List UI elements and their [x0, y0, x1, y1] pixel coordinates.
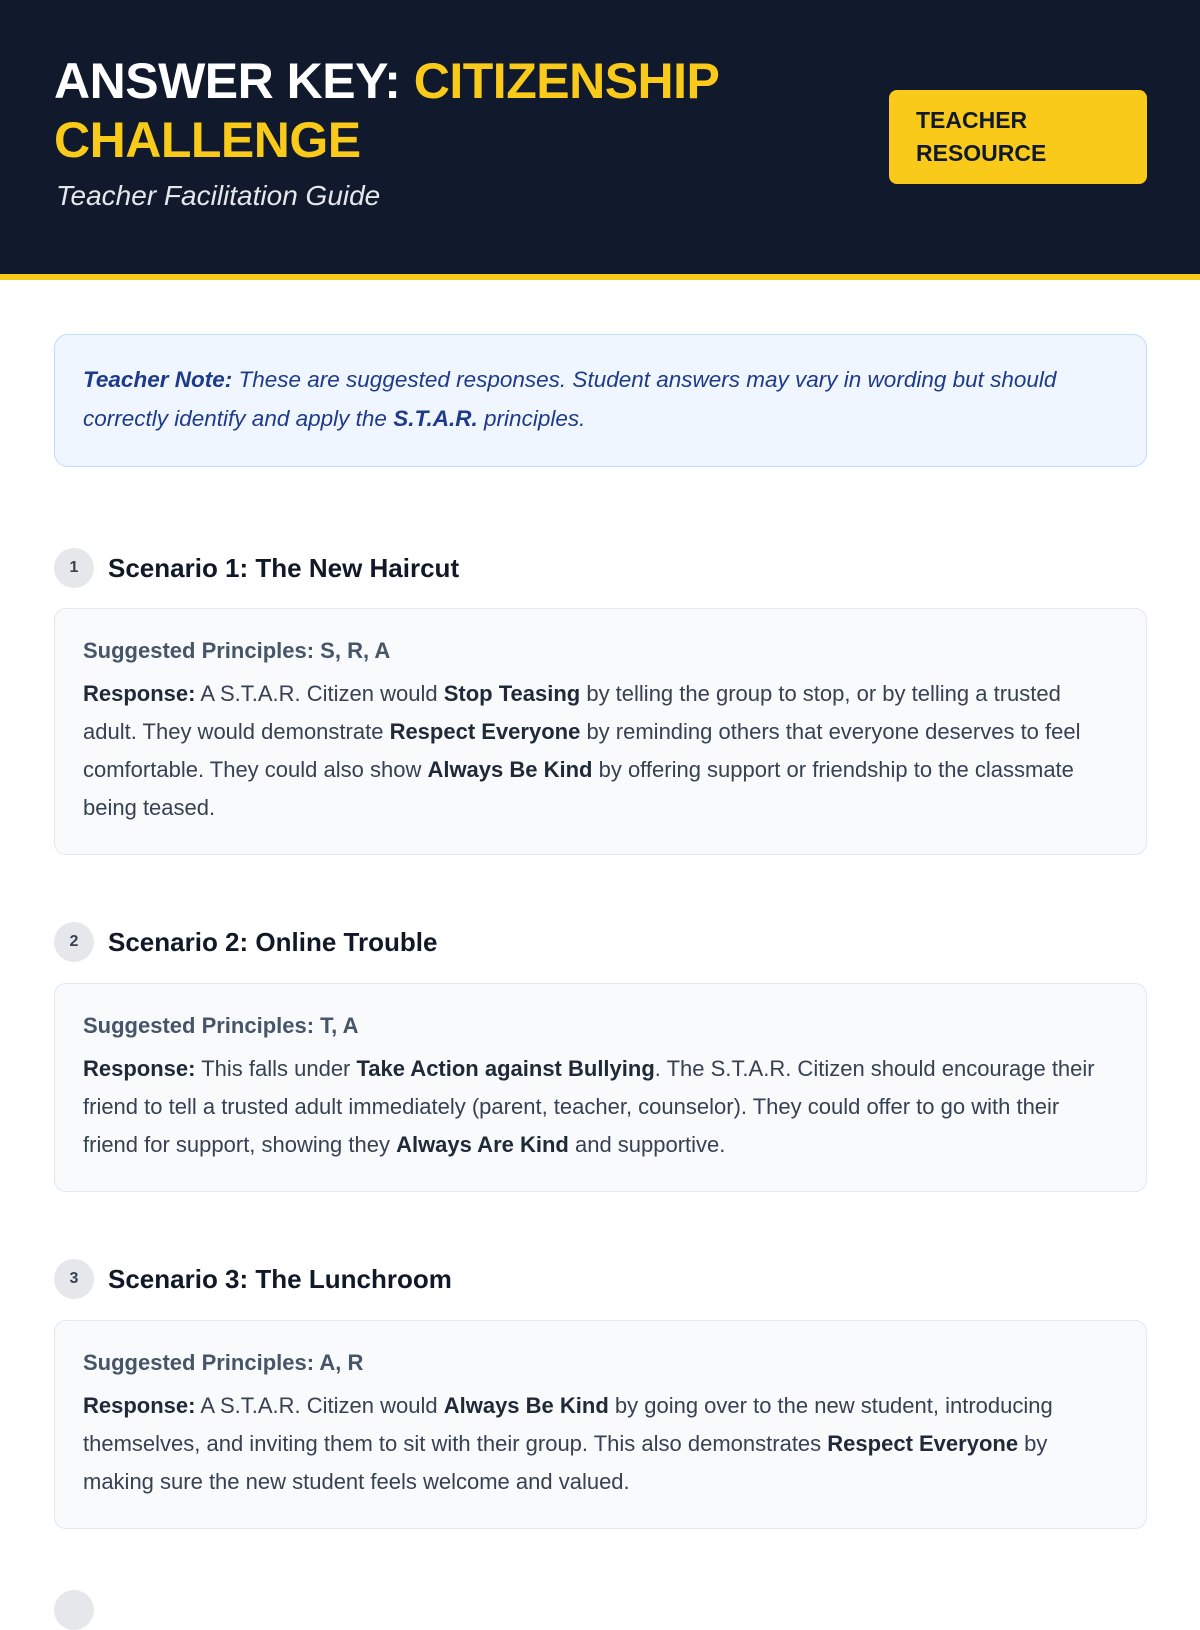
scenario-number-badge: 2: [54, 922, 94, 962]
response-run: by offering support or friendship to the classmate being teased.: [83, 757, 1074, 820]
scenario-heading: [54, 548, 459, 588]
title-accent: CITIZENSHIP CHALLENGE: [54, 53, 719, 168]
badge-line-2: RESOURCE: [916, 140, 1047, 166]
scenario-title: Scenario 3: The Lunchroom: [108, 1263, 452, 1294]
suggested-principles: Suggested Principles: T, A: [83, 1013, 359, 1038]
response-run: A S.T.A.R. Citizen would: [200, 681, 444, 706]
response-text: [83, 1050, 1118, 1164]
page-title: [54, 52, 814, 170]
response-text: [83, 675, 1118, 827]
response-text: [83, 1387, 1118, 1501]
response-run: by telling the group to stop, or by telling a trusted adult. They would demonstrate: [83, 681, 1061, 744]
page-subtitle: Teacher Facilitation Guide: [56, 180, 381, 211]
note-text: These are suggested responses. Student answers may vary in wording but should correctly identify and apply the: [83, 367, 1057, 431]
note-highlight: S.T.A.R.: [393, 406, 478, 431]
note-text-end: principles.: [484, 406, 586, 431]
response-run: and supportive.: [568, 1132, 726, 1157]
principle-emphasis: Respect Everyone: [389, 719, 581, 744]
scenario-title: Scenario 1: The New Haircut: [108, 552, 460, 583]
principle-emphasis: Always Are Kind: [396, 1132, 569, 1157]
scenario-heading: [54, 922, 437, 962]
response-run: by reminding others that everyone deserves to feel comfortable. They could also show: [83, 719, 1081, 782]
response-label: Response:: [83, 1393, 196, 1418]
principle-emphasis: Stop Teasing: [443, 681, 581, 706]
badge-line-1: TEACHER: [916, 107, 1028, 133]
response-label: Response:: [83, 1056, 196, 1081]
title-prefix: ANSWER KEY:: [54, 53, 401, 109]
note-label: Teacher Note:: [83, 367, 233, 392]
response-run: . The S.T.A.R. Citizen should encourage their friend to tell a trusted adult immediately (parent, teacher, counselor). They could offer to go with their friend for support, showing they: [83, 1056, 1095, 1157]
page-header: [0, 0, 1200, 280]
scenario-heading: [54, 1259, 452, 1299]
principle-emphasis: Always Be Kind: [427, 757, 593, 782]
teacher-note: [54, 334, 1147, 467]
response-run: by making sure the new student feels welcome and valued.: [83, 1431, 1048, 1494]
suggested-principles: Suggested Principles: S, R, A: [83, 638, 391, 663]
scenario-title: Scenario 2: Online Trouble: [108, 926, 438, 957]
principle-emphasis: Respect Everyone: [827, 1431, 1019, 1456]
response-run: This falls under: [201, 1056, 357, 1081]
scenario-card: [54, 608, 1147, 855]
suggested-principles: Suggested Principles: A, R: [83, 1350, 364, 1375]
scenario-number-badge: [54, 1590, 94, 1630]
scenario-number-badge: 1: [54, 548, 94, 588]
response-run: by going over to the new student, introducing themselves, and inviting them to sit with their group. This also demonstrates: [83, 1393, 1053, 1456]
response-run: A S.T.A.R. Citizen would: [200, 1393, 444, 1418]
scenario-number-badge: 3: [54, 1259, 94, 1299]
principle-emphasis: Take Action against Bullying: [356, 1056, 655, 1081]
response-label: Response:: [83, 681, 196, 706]
scenario-card: [54, 983, 1147, 1192]
scenario-card: [54, 1320, 1147, 1529]
principle-emphasis: Always Be Kind: [443, 1393, 609, 1418]
teacher-resource-badge: [889, 90, 1147, 184]
